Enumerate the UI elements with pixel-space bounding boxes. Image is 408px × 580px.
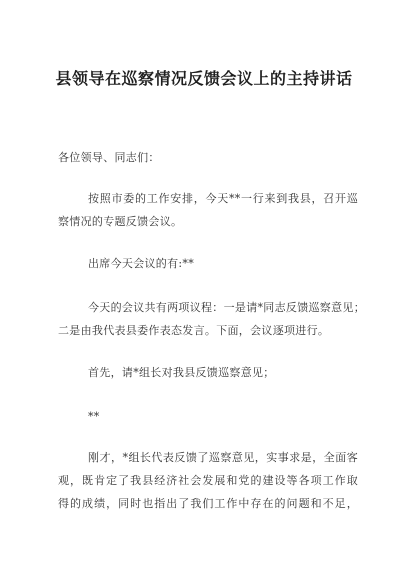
paragraph-line: 今天的会议共有两项议程：一是请*同志反馈巡察意见； <box>88 301 365 314</box>
paragraph-line: 刚才，*组长代表反馈了巡察意见，实事求是，全面客 <box>88 451 358 464</box>
paragraph-line: 按照市委的工作安排，今天**一行来到我县，召开巡 <box>88 192 358 205</box>
document-title: 县领导在巡察情况反馈会议上的主持讲话 <box>55 69 353 88</box>
salutation-line: 各位领导、同志们： <box>58 151 160 164</box>
paragraph-line: 观，既肯定了我县经济社会发展和党的建设等各项工作取 <box>58 474 358 487</box>
paragraph-1 <box>58 187 358 233</box>
paragraph-6 <box>58 446 358 515</box>
paragraph-3 <box>58 296 365 342</box>
paragraph-line: ** <box>88 410 100 423</box>
paragraph-line: 察情况的专题反馈会议。 <box>58 215 183 228</box>
paragraph-line: 得的成绩，同时也指出了我们工作中存在的问题和不足， <box>58 497 358 510</box>
paragraph-line: 首先，请*组长对我县反馈巡察意见； <box>88 366 275 379</box>
paragraph-4 <box>58 361 358 384</box>
paragraph-line: 二是由我代表县委作表态发言。下面，会议逐项进行。 <box>58 324 330 337</box>
paragraph-5 <box>58 405 358 428</box>
salutation <box>58 146 358 169</box>
paragraph-line: 出席今天会议的有:** <box>88 257 195 270</box>
paragraph-2 <box>58 252 358 275</box>
